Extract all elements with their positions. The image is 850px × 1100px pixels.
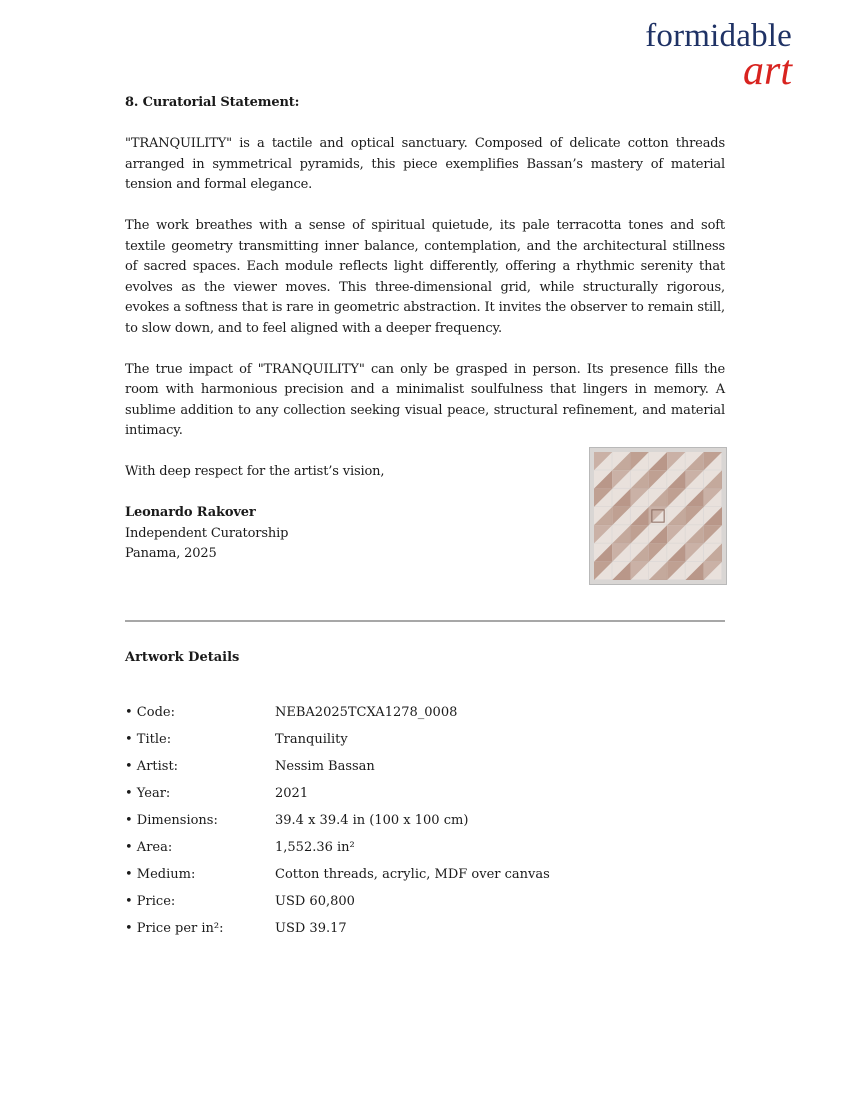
section-divider	[125, 620, 725, 622]
detail-value: Cotton threads, acrylic, MDF over canvas	[275, 867, 550, 882]
detail-row-artist	[125, 757, 725, 784]
detail-label: • Dimensions:	[125, 813, 218, 828]
detail-row-price-per-area	[125, 919, 725, 946]
detail-row-price	[125, 892, 725, 919]
detail-value: USD 39.17	[275, 921, 347, 936]
signature-name: Leonardo Rakover	[125, 505, 256, 520]
detail-label: • Artist:	[125, 759, 179, 774]
detail-label: • Medium:	[125, 867, 196, 882]
detail-value: Tranquility	[275, 732, 348, 747]
detail-row-title	[125, 730, 725, 757]
detail-row-code	[125, 703, 725, 730]
detail-row-area	[125, 838, 725, 865]
detail-value: 2021	[275, 786, 309, 801]
artwork-image	[590, 448, 726, 584]
detail-value: NEBA2025TCXA1278_0008	[275, 705, 458, 720]
detail-label: • Code:	[125, 705, 175, 720]
detail-value: 1,552.36 in²	[275, 840, 355, 855]
detail-label: • Price:	[125, 894, 176, 909]
logo-wordmark-bottom: art	[742, 48, 792, 94]
detail-row-year	[125, 784, 725, 811]
artwork-details-title: Artwork Details	[125, 650, 240, 665]
detail-label: • Price per in²:	[125, 921, 224, 936]
artwork-details-list	[125, 703, 725, 946]
detail-label: • Area:	[125, 840, 173, 855]
detail-value: USD 60,800	[275, 894, 355, 909]
statement-paragraph-2: The work breathes with a sense of spiritual quietude, its pale terracotta tones and soft textile geometry transmitting inner balance, contemplation, and the architectural stillness of sacred spaces. Each module reflects light differently, offering a rhythmic serenity that evolves as the viewer moves. This three-dimensional grid, while structurally rigorous, evokes a softness that is rare in geometric abstraction. It invites the observer to remain still, to slow down, and to feel aligned with a deeper frequency.	[125, 218, 725, 336]
logo-wordmark-top: formidable	[645, 18, 792, 54]
detail-row-medium	[125, 865, 725, 892]
detail-value: Nessim Bassan	[275, 759, 375, 774]
signature-role: Independent Curatorship	[125, 525, 289, 541]
signature-place: Panama, 2025	[125, 546, 217, 561]
section-heading: 8. Curatorial Statement:	[125, 95, 300, 110]
detail-label: • Title:	[125, 732, 172, 747]
detail-row-dimensions	[125, 811, 725, 838]
statement-paragraph-3: The true impact of "TRANQUILITY" can only be grasped in person. Its presence fills the room with harmonious precision and a minimalist soulfulness that lingers in memory. A sublime addition to any collection seeking visual peace, structural refinement, and material intimacy.	[125, 361, 725, 438]
formidable-art-logo	[622, 18, 792, 94]
artwork-thumbnail	[589, 447, 727, 585]
detail-label: • Year:	[125, 786, 171, 801]
closing-line: With deep respect for the artist’s vision,	[125, 464, 385, 479]
detail-value: 39.4 x 39.4 in (100 x 100 cm)	[275, 813, 469, 828]
statement-paragraph-1: "TRANQUILITY" is a tactile and optical sanctuary. Composed of delicate cotton threads arranged in symmetrical pyramids, this piece exemplifies Bassan’s mastery of material tension and formal elegance.	[125, 136, 725, 192]
